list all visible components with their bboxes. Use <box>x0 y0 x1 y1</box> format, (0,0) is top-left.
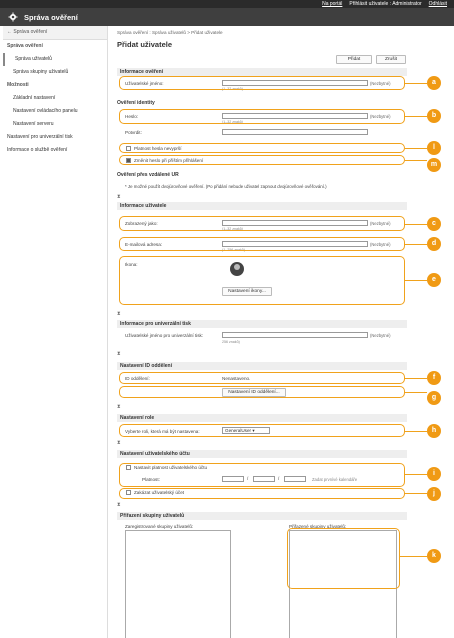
marker-j: j <box>427 487 441 501</box>
callout-oval-l <box>119 143 405 153</box>
marker-b: b <box>427 109 441 123</box>
callout-oval-j <box>119 488 405 499</box>
date-separator: / <box>278 476 280 481</box>
marker-a: a <box>427 76 441 90</box>
dept-id-label: ID oddělení: <box>125 376 150 381</box>
marker-l: l <box>427 141 441 155</box>
dept-settings-button[interactable]: Nastavení ID oddělení... <box>222 388 286 397</box>
callout-oval-f <box>119 372 405 384</box>
marker-g: g <box>427 391 441 405</box>
sidebar <box>3 26 108 638</box>
page-title: Přidat uživatele <box>117 40 173 49</box>
password-hint: (1–32 znaků) <box>222 120 243 124</box>
logout-link[interactable]: Odhlásit <box>428 1 447 7</box>
password-required: (Nezbytné) <box>370 114 391 119</box>
collapse-icon[interactable]: ⧗ <box>117 440 121 446</box>
sidebar-item-server[interactable]: Nastavení serveru <box>13 121 54 127</box>
username-required: (Nezbytné) <box>370 81 391 86</box>
display-hint: (1–32 znaků) <box>222 227 243 231</box>
date-hint: Zadat prvnívé kalendáře <box>312 477 358 482</box>
sidebar-item-univ-print[interactable]: Nastavení pro univerzální tisk <box>7 134 73 140</box>
callout-oval-i <box>119 463 405 487</box>
callout-oval-h <box>119 424 405 437</box>
registered-groups-label: Zaregistrované skupiny uživatelů: <box>125 524 194 529</box>
dept-id-value: Nenastaveno. <box>222 376 251 381</box>
univ-print-required: (Nezbytné) <box>370 333 391 338</box>
callout-line <box>405 493 427 494</box>
remote-ui-note: * Je možné použít dvojúrovňové ověření. (Po přidání nebude uživatel zapnout dvojúrovňové ověřování.) <box>125 184 327 189</box>
role-heading: Nastavení role <box>117 414 407 422</box>
sidebar-item-user-groups[interactable]: Správa skupiny uživatelů <box>13 69 69 75</box>
callout-line <box>405 392 427 393</box>
callout-oval-d <box>119 237 405 251</box>
password-label: Heslo: <box>125 114 139 119</box>
marker-m: m <box>427 158 441 172</box>
add-button[interactable]: Přidat <box>336 55 372 64</box>
change-next-label: Změnit heslo při příštím přihlášení <box>134 158 204 163</box>
sidebar-back-label: Správa ověření <box>13 29 48 35</box>
top-bar <box>0 0 454 8</box>
callout-line <box>405 160 427 161</box>
callout-line <box>400 556 427 557</box>
callout-line <box>405 224 427 225</box>
date-separator: / <box>247 476 249 481</box>
confirm-label: Potvrdit: <box>125 130 142 135</box>
marker-h: h <box>427 424 441 438</box>
marker-k: k <box>427 549 441 563</box>
email-hint: (1–256 znaků) <box>222 248 245 252</box>
email-required: (Nezbytné) <box>370 242 391 247</box>
user-info-heading: Informace uživatele <box>117 202 407 210</box>
cancel-button[interactable]: Zrušit <box>376 55 406 64</box>
callout-line <box>405 244 427 245</box>
no-expiry-label: Platnost hesla nevyprší <box>134 146 182 151</box>
icon-settings-button[interactable]: Nastavení ikony... <box>222 287 272 296</box>
sidebar-item-auth-mgmt[interactable]: Správa ověření <box>7 43 43 49</box>
role-label: Vyberte roli, která má být nastavena: <box>125 429 200 434</box>
sidebar-item-options[interactable]: Možnosti <box>7 82 29 88</box>
portal-link[interactable]: Na portál <box>322 1 343 7</box>
role-select-value: GeneralUser <box>225 428 252 433</box>
marker-f: f <box>427 371 441 385</box>
sidebar-back-link[interactable]: ← Správa ověření <box>3 26 107 40</box>
univ-print-hint: 256 znaků) <box>222 340 240 344</box>
sidebar-item-panel[interactable]: Nastavení ovládacího panelu <box>13 108 78 114</box>
univ-print-label: Uživatelské jméno pro univerzální tisk: <box>125 333 204 338</box>
callout-line <box>405 431 427 432</box>
gear-icon <box>8 12 18 22</box>
assigned-groups-label: Přiřazené skupiny uživatelů: <box>289 524 347 529</box>
username-label: Uživatelské jméno: <box>125 81 164 86</box>
disable-account-label: Zakázat uživatelský účet <box>134 490 185 495</box>
email-label: E-mailová adresa: <box>125 242 163 247</box>
confirm-password-input[interactable] <box>222 129 368 135</box>
sidebar-item-service-info[interactable]: Informace o službě ověření <box>7 147 68 153</box>
registered-groups-list[interactable] <box>125 530 231 638</box>
app-title-bar <box>0 8 454 26</box>
collapse-icon[interactable]: ⧗ <box>117 311 121 317</box>
sidebar-item-basic[interactable]: Základní nastavení <box>13 95 56 101</box>
icon-label: Ikona: <box>125 262 138 267</box>
app-title: Správa ověření <box>24 12 78 22</box>
account-heading: Nastavení uživatelského účtu <box>117 450 407 458</box>
validity-check-label: Nastavit platnost uživatelského účtu <box>134 465 208 470</box>
callout-oval-a <box>119 76 405 90</box>
marker-c: c <box>427 217 441 231</box>
display-label: Zobrazený jako: <box>125 221 158 226</box>
validity-label: Platnost: <box>142 477 160 482</box>
marker-e: e <box>427 273 441 287</box>
remote-ui-heading: Ověření přes vzdálené UR <box>117 172 179 178</box>
username-hint: (1–32 znaků) <box>222 87 243 91</box>
callout-oval-k <box>287 528 400 589</box>
dept-heading: Nastavení ID oddělení <box>117 362 407 370</box>
callout-line <box>405 148 427 149</box>
collapse-icon[interactable]: ⧗ <box>117 351 121 357</box>
callout-line <box>405 474 427 475</box>
callout-line <box>405 378 427 379</box>
callout-oval-g <box>119 386 405 398</box>
univ-print-heading: Informace pro univerzální tisk <box>117 320 407 328</box>
univ-print-input[interactable] <box>222 332 368 338</box>
marker-d: d <box>427 237 441 251</box>
marker-i: i <box>427 467 441 481</box>
callout-line <box>405 83 427 84</box>
collapse-icon[interactable]: ⧗ <box>117 404 121 410</box>
callout-oval-m <box>119 155 405 165</box>
callout-oval-b <box>119 109 405 124</box>
groups-heading: Přiřazení skupiny uživatelů <box>117 512 407 520</box>
sidebar-item-users[interactable]: Správa uživatelů <box>3 53 107 66</box>
callout-line <box>405 280 427 281</box>
collapse-icon[interactable]: ⧗ <box>117 194 121 200</box>
collapse-icon[interactable]: ⧗ <box>117 502 121 508</box>
login-user-label: Přihlásit uživatele : Administrator <box>349 1 422 7</box>
breadcrumb: Správa ověření : Správa uživatelů > Přidat uživatele <box>117 30 223 35</box>
display-required: (Nezbytné) <box>370 221 391 226</box>
auth-info-heading: Informace ověření <box>117 68 407 76</box>
auth-id-heading: Ověření identity <box>117 100 155 106</box>
callout-oval-e <box>119 256 405 305</box>
role-select[interactable]: GeneralUser ▾ <box>222 427 270 434</box>
callout-oval-c <box>119 216 405 231</box>
callout-line <box>405 116 427 117</box>
